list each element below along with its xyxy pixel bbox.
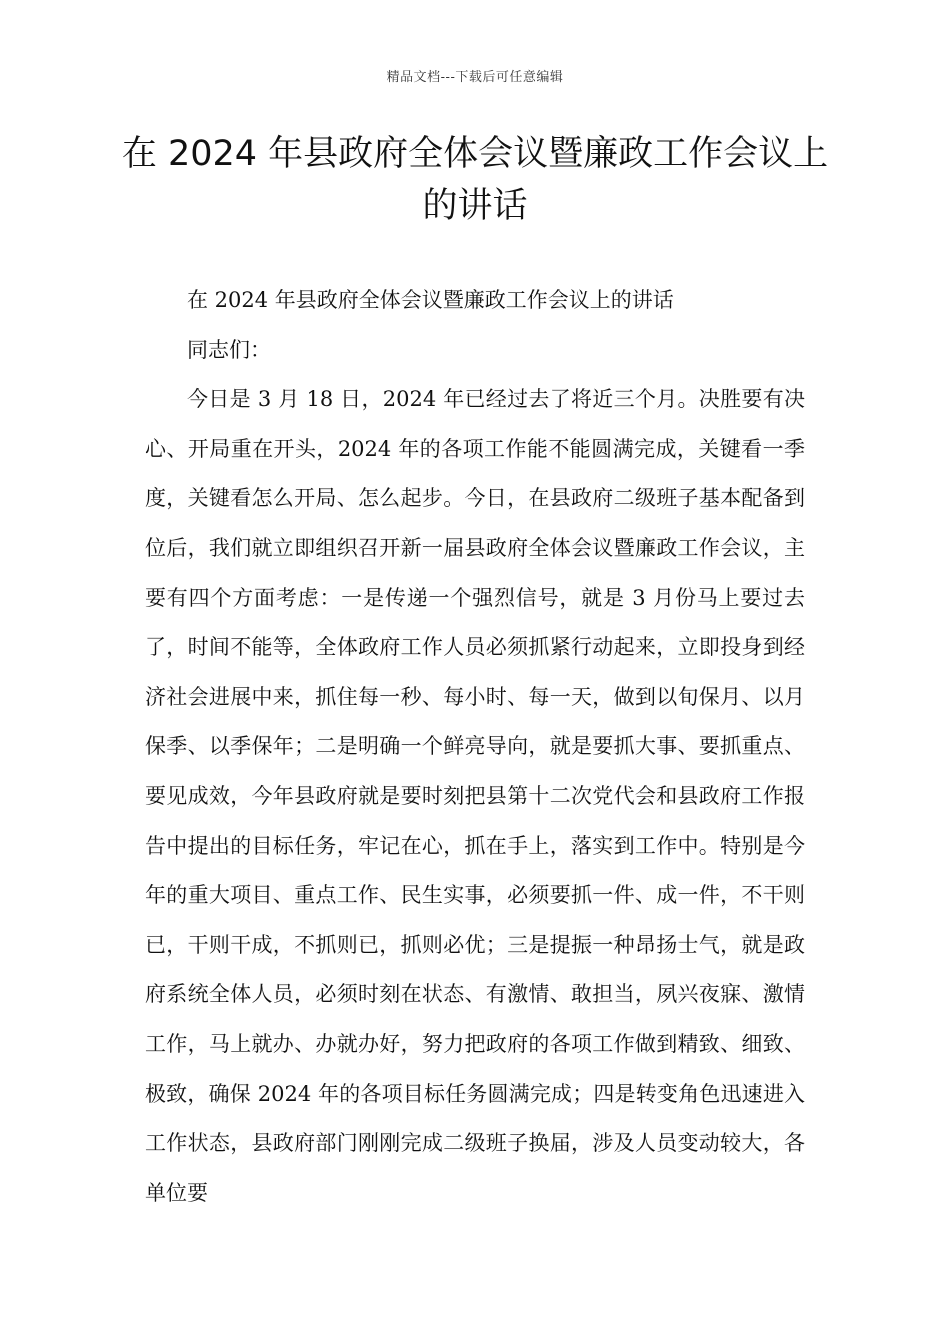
body-paragraph-main: 今日是 3 月 18 日，2024 年已经过去了将近三个月。决胜要有决心、开局重在开头，2024 年的各项工作能不能圆满完成，关键看一季度，关键看怎么开局、怎么起步。今日，在县政府二级班子基本配备到位后，我们就立即组织召开新一届县政府全体会议暨廉政工作会议，主要有四个方面考虑：一是传递一个强烈信号，就是 3 月份马上要过去了，时间不能等，全体政府工作人员必须抓紧行动起来，立即投身到经济社会进展中来，抓住每一秒、每小时、每一天，做到以旬保月、以月保季、以季保年；二是明确一个鲜亮导向，就是要抓大事、要抓重点、要见成效，今年县政府就是要时刻把县第十二次党代会和县政府工作报告中提出的目标任务，牢记在心，抓在手上，落实到工作中。特别是今年的重大项目、重点工作、民生实事，必须要抓一件、成一件，不干则已，干则干成，不抓则已，抓则必优；三是提振一种昂扬士气，就是政府系统全体人员，必须时刻在状态、有激情、敢担当，夙兴夜寐、激情工作，马上就办、办就办好，努力把政府的各项工作做到精致、细致、极致，确保 2024 年的各项目标任务圆满完成；四是转变角色迅速进入工作状态，县政府部门刚刚完成二级班子换届，涉及人员变动较大，各单位要	[145, 387, 805, 1205]
body-paragraph-salutation: 同志们：	[187, 337, 271, 362]
document-title: 在 2024 年县政府全体会议暨廉政工作会议上的讲话	[121, 134, 829, 226]
header-note: 精品文档---下载后可任意编辑	[386, 70, 564, 85]
body-paragraph-heading: 在 2024 年县政府全体会议暨廉政工作会议上的讲话	[187, 288, 674, 312]
document-body	[145, 276, 805, 1218]
